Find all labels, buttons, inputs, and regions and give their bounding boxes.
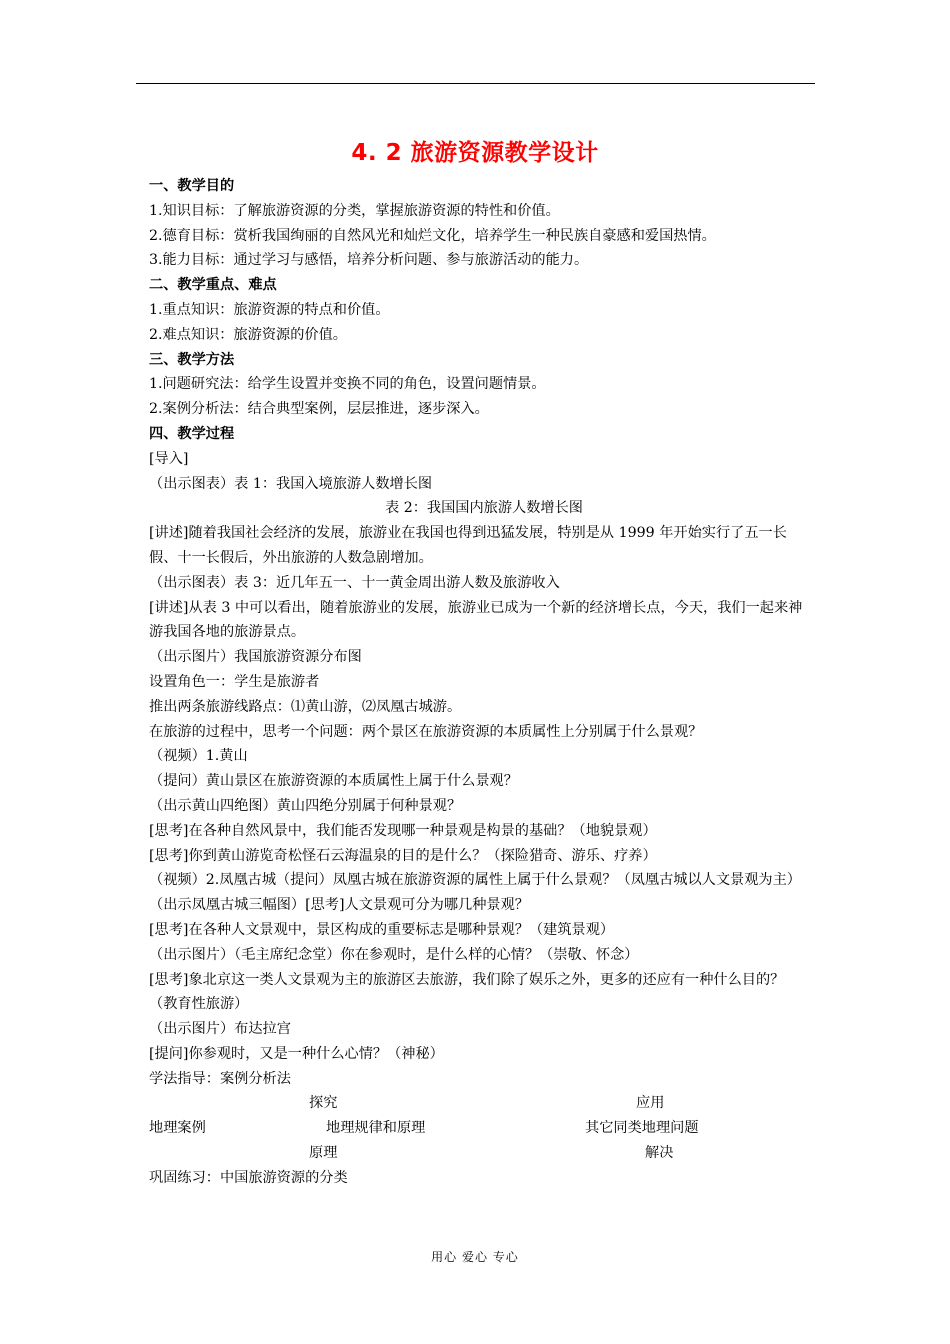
process-line: [思考]在各种人文景观中，景区构成的重要标志是哪种景观？（建筑景观） bbox=[149, 921, 615, 938]
document-body bbox=[149, 174, 811, 1191]
method-flow-row-2 bbox=[149, 1116, 811, 1141]
process-line: 巩固练习：中国旅游资源的分类 bbox=[149, 1169, 348, 1186]
page-footer: 用心 爱心 专心 bbox=[431, 1250, 519, 1264]
flow-label-apply: 应用 bbox=[636, 1095, 665, 1112]
section-heading-objectives: 一、教学目的 bbox=[149, 178, 235, 194]
process-line: （提问）黄山景区在旅游资源的本质属性上属于什么景观？ bbox=[149, 773, 518, 790]
process-paragraph: [讲述]随着我国社会经济的发展，旅游业在我国也得到迅猛发展，特别是从 1999 年开始实行了五一长假、十一长假后，外出旅游的人数急剧增加。 bbox=[149, 525, 787, 566]
key-point-item: 1.重点知识：旅游资源的特点和价值。 bbox=[149, 301, 390, 318]
process-line: 设置角色一：学生是旅游者 bbox=[149, 673, 320, 690]
process-line: [导入] bbox=[149, 450, 189, 467]
process-line: 推出两条旅游线路点：⑴黄山游，⑵凤凰古城游。 bbox=[149, 698, 462, 715]
process-paragraph: [讲述]从表 3 中可以看出，随着旅游业的发展，旅游业已成为一个新的经济增长点，今天，我们一起来神游我国各地的旅游景点。 bbox=[149, 599, 803, 641]
process-line: （视频）1.黄山 bbox=[149, 748, 248, 765]
process-line: 学法指导：案例分析法 bbox=[149, 1070, 291, 1087]
process-paragraph: （视频）2.凤凰古城（提问）凤凰古城在旅游资源的属性上属于什么景观？（凤凰古城以人文景观为主） bbox=[149, 872, 801, 889]
section-heading-process: 四、教学过程 bbox=[149, 425, 235, 442]
objective-item: 3.能力目标：通过学习与感悟，培养分析问题、参与旅游活动的能力。 bbox=[149, 252, 589, 269]
process-line: （出示图片）我国旅游资源分布图 bbox=[149, 649, 362, 666]
method-item: 1.问题研究法：给学生设置并变换不同的角色，设置问题情景。 bbox=[149, 376, 546, 393]
process-line: （出示黄山四绝图）黄山四绝分别属于何种景观？ bbox=[149, 797, 462, 814]
key-point-item: 2.难点知识：旅游资源的价值。 bbox=[149, 326, 347, 343]
flow-node-case: 地理案例 bbox=[149, 1120, 206, 1137]
objective-item: 2.德育目标：赏析我国绚丽的自然风光和灿烂文化，培养学生一种民族自豪感和爱国热情。 bbox=[149, 227, 716, 244]
method-item: 2.案例分析法：结合典型案例，层层推进，逐步深入。 bbox=[149, 401, 489, 418]
process-line: （出示图片）（毛主席纪念堂）你在参观时，是什么样的心情？（崇敬、怀念） bbox=[149, 946, 639, 963]
flow-node-other: 其它同类地理问题 bbox=[585, 1120, 699, 1137]
process-line: 表 2：我国国内旅游人数增长图 bbox=[385, 500, 583, 517]
flow-label-explore: 探究 bbox=[309, 1095, 338, 1112]
process-paragraph: [思考]象北京这一类人文景观为主的旅游区去旅游，我们除了娱乐之外，更多的还应有一种什么目的？（教育性旅游） bbox=[149, 971, 785, 1013]
section-heading-key-points: 二、教学重点、难点 bbox=[149, 277, 277, 294]
process-line: （出示图表）表 1：我国入境旅游人数增长图 bbox=[149, 475, 433, 492]
process-line: （出示图表）表 3：近几年五一、十一黄金周出游人数及旅游收入 bbox=[149, 574, 560, 591]
method-flow-row-1 bbox=[149, 1091, 811, 1116]
flow-node-law: 地理规律和原理 bbox=[326, 1120, 426, 1137]
process-line: [思考]你到黄山游览奇松怪石云海温泉的目的是什么？（探险猎奇、游乐、疗养） bbox=[149, 847, 657, 864]
flow-label-solve: 解决 bbox=[645, 1145, 674, 1162]
process-line: （出示凤凰古城三幅图）[思考]人文景观可分为哪几种景观？ bbox=[149, 897, 529, 914]
document-title: 4. 2 旅游资源教学设计 bbox=[351, 140, 599, 166]
objective-item: 1.知识目标：了解旅游资源的分类，掌握旅游资源的特性和价值。 bbox=[149, 202, 560, 219]
flow-label-principle: 原理 bbox=[309, 1145, 338, 1162]
process-line: [提问]你参观时，又是一种什么心情？（神秘） bbox=[149, 1045, 444, 1062]
section-heading-methods: 三、教学方法 bbox=[149, 351, 235, 368]
process-line: [思考]在各种自然风景中，我们能否发现哪一种景观是构景的基础？（地貌景观） bbox=[149, 822, 657, 839]
process-line: （出示图片）布达拉宫 bbox=[149, 1021, 291, 1038]
process-line: 在旅游的过程中，思考一个问题：两个景区在旅游资源的本质属性上分别属于什么景观？ bbox=[149, 723, 703, 740]
header-rule bbox=[136, 83, 815, 84]
method-flow-row-3 bbox=[149, 1141, 811, 1166]
